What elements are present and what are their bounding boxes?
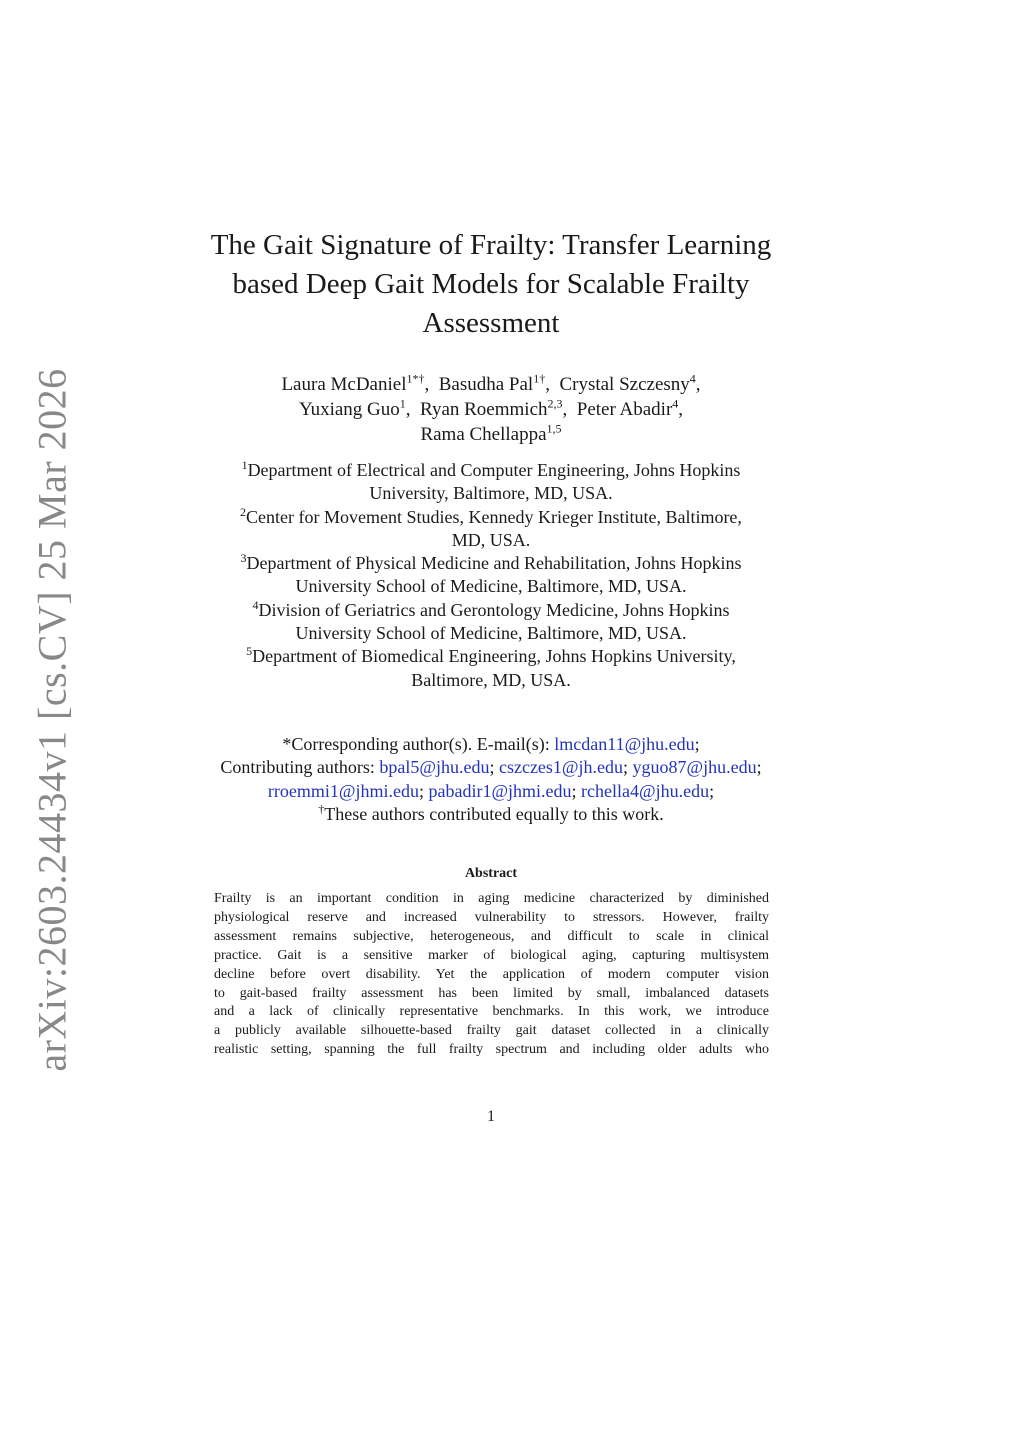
correspondence-block: *Corresponding author(s). E-mail(s): lmcdan11@jhu.edu; Contributing authors: bpal5@jhu.edu; cszczes1@jh.edu; yguo87@jhu.edu; rroemmi1@jhmi.edu; pabadir1@jhmi.edu; rchella4@jhu.edu; †These authors contributed equally to this work.	[220, 734, 762, 824]
dagger-mark: †	[318, 801, 325, 816]
affiliation-list	[200, 459, 782, 692]
contributing-email-link[interactable]: cszczes1@jh.edu	[498, 757, 623, 778]
equal-contribution-note: These authors contributed equally to this work.	[324, 803, 664, 824]
abstract-line: realistic setting, spanning the full frailty spectrum and including older adults who	[214, 1042, 769, 1058]
author: Rama Chellappa$^{1,5}$	[420, 421, 562, 445]
author: Basudha Pal$^{1\dagger}$,	[438, 371, 550, 395]
affiliation: $^1$Department of Electrical and Computer Engineering, Johns Hopkins University, Baltimore, MD, USA.	[241, 458, 741, 504]
abstract-text	[214, 890, 769, 1060]
abstract-line: assessment remains subjective, heterogeneous, and difficult to scale in clinical	[214, 928, 769, 944]
title-line: based Deep Gait Models for Scalable Frailty	[232, 268, 750, 300]
contributing-email-link[interactable]: rroemmi1@jhmi.edu	[267, 780, 419, 801]
abstract-line: physiological reserve and increased vulnerability to stressors. However, frailty	[214, 909, 769, 925]
paper-title	[200, 226, 782, 343]
contributing-label: Contributing authors:	[220, 757, 380, 778]
abstract-line: a publicly available silhouette-based frailty gait dataset collected in a clinically	[214, 1023, 769, 1039]
title-line: Assessment	[422, 307, 560, 339]
arxiv-identifier: arXiv:2603.24434v1 [cs.CV] 25 Mar 2026	[29, 368, 75, 1072]
contributing-email-link[interactable]: bpal5@jhu.edu	[379, 757, 490, 778]
abstract-heading: Abstract	[464, 866, 518, 881]
abstract-line: practice. Gait is a sensitive marker of biological aging, capturing multisystem	[214, 947, 769, 963]
affiliation: $^5$Department of Biomedical Engineering, Johns Hopkins University, Baltimore, MD, USA.	[246, 644, 736, 690]
author: Laura McDaniel$^{1*\dagger}$,	[281, 371, 430, 395]
abstract-line: decline before overt disability. Yet the application of modern computer vision	[214, 966, 769, 982]
contributing-email-link[interactable]: yguo87@jhu.edu	[632, 757, 757, 778]
abstract-line: to gait-based frailty assessment has been limited by small, imbalanced datasets	[214, 985, 769, 1001]
title-line: The Gait Signature of Frailty: Transfer Learning	[210, 229, 772, 261]
author: Ryan Roemmich$^{2,3}$,	[420, 396, 568, 420]
affiliation: $^3$Department of Physical Medicine and Rehabilitation, Johns Hopkins University School of Medicine, Baltimore, MD, USA.	[240, 551, 742, 597]
affiliation: $^4$Division of Geriatrics and Gerontology Medicine, Johns Hopkins University School of Medicine, Baltimore, MD, USA.	[252, 597, 730, 644]
abstract-line: and a lack of clinically representative benchmarks. In this work, we introduce	[214, 1004, 769, 1020]
affiliation: $^2$Center for Movement Studies, Kennedy Krieger Institute, Baltimore, MD, USA.	[240, 504, 742, 550]
author: Peter Abadir$^4$,	[576, 396, 684, 420]
author-list	[200, 372, 782, 447]
author: Yuxiang Guo$^1$,	[298, 396, 411, 420]
abstract-line: Frailty is an important condition in aging medicine characterized by diminished	[214, 891, 769, 906]
contributing-email-link[interactable]: rchella4@jhu.edu	[581, 780, 710, 801]
corresponding-email-link[interactable]: lmcdan11@jhu.edu	[554, 734, 695, 754]
author: Crystal Szczesny$^4$,	[559, 371, 701, 395]
page-number: 1	[487, 1108, 495, 1125]
contributing-email-link[interactable]: pabadir1@jhmi.edu	[428, 780, 572, 801]
corresponding-label: *Corresponding author(s). E-mail(s):	[282, 734, 555, 754]
